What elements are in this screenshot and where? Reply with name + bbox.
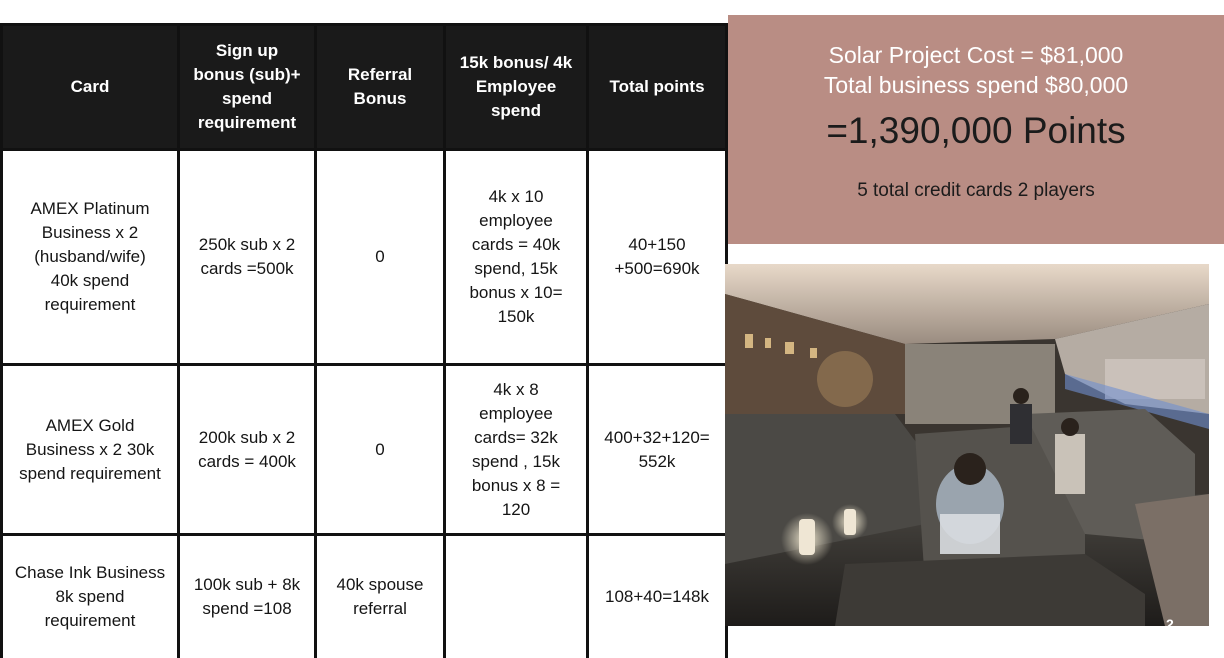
header-employee-spend: 15k bonus/ 4k Employee spend bbox=[445, 25, 588, 150]
header-row bbox=[2, 25, 727, 150]
cell-signup-bonus: 100k sub + 8k spend =108 bbox=[179, 535, 316, 658]
page-number: 2 bbox=[1166, 616, 1174, 632]
cell-signup-bonus: 200k sub x 2 cards = 400k bbox=[179, 365, 316, 535]
summary-panel bbox=[728, 15, 1224, 244]
cell-total-points: 400+32+120= 552k bbox=[588, 365, 727, 535]
total-points-text: =1,390,000 Points bbox=[826, 110, 1126, 151]
cards-players-text: 5 total credit cards 2 players bbox=[857, 180, 1095, 201]
cell-employee-spend: 4k x 10 employee cards = 40k spend, 15k bonus x 10= 150k bbox=[445, 150, 588, 365]
cell-employee-spend bbox=[445, 535, 588, 658]
cell-signup-bonus: 250k sub x 2 cards =500k bbox=[179, 150, 316, 365]
header-signup-bonus: Sign up bonus (sub)+ spend requirement bbox=[179, 25, 316, 150]
cell-referral-bonus: 40k spouse referral bbox=[316, 535, 445, 658]
cell-referral-bonus: 0 bbox=[316, 150, 445, 365]
header-referral-bonus: Referral Bonus bbox=[316, 25, 445, 150]
table-row bbox=[2, 150, 727, 365]
cell-referral-bonus: 0 bbox=[316, 365, 445, 535]
header-total-points: Total points bbox=[588, 25, 727, 150]
points-table bbox=[0, 23, 728, 658]
cell-total-points: 40+150 +500=690k bbox=[588, 150, 727, 365]
cell-card: AMEX Platinum Business x 2 (husband/wife) 40k spend requirement bbox=[2, 150, 179, 365]
solar-cost-text: Solar Project Cost = $81,000 bbox=[828, 42, 1124, 68]
cell-card: Chase Ink Business 8k spend requirement bbox=[2, 535, 179, 658]
cell-card: AMEX Gold Business x 2 30k spend requirement bbox=[2, 365, 179, 535]
cell-total-points: 108+40=148k bbox=[588, 535, 727, 658]
cell-employee-spend: 4k x 8 employee cards= 32k spend , 15k bonus x 8 = 120 bbox=[445, 365, 588, 535]
table-row bbox=[2, 535, 727, 658]
table-row bbox=[2, 365, 727, 535]
business-spend-text: Total business spend $80,000 bbox=[823, 72, 1129, 98]
header-card: Card bbox=[2, 25, 179, 150]
airplane-cabin-photo bbox=[725, 264, 1209, 626]
